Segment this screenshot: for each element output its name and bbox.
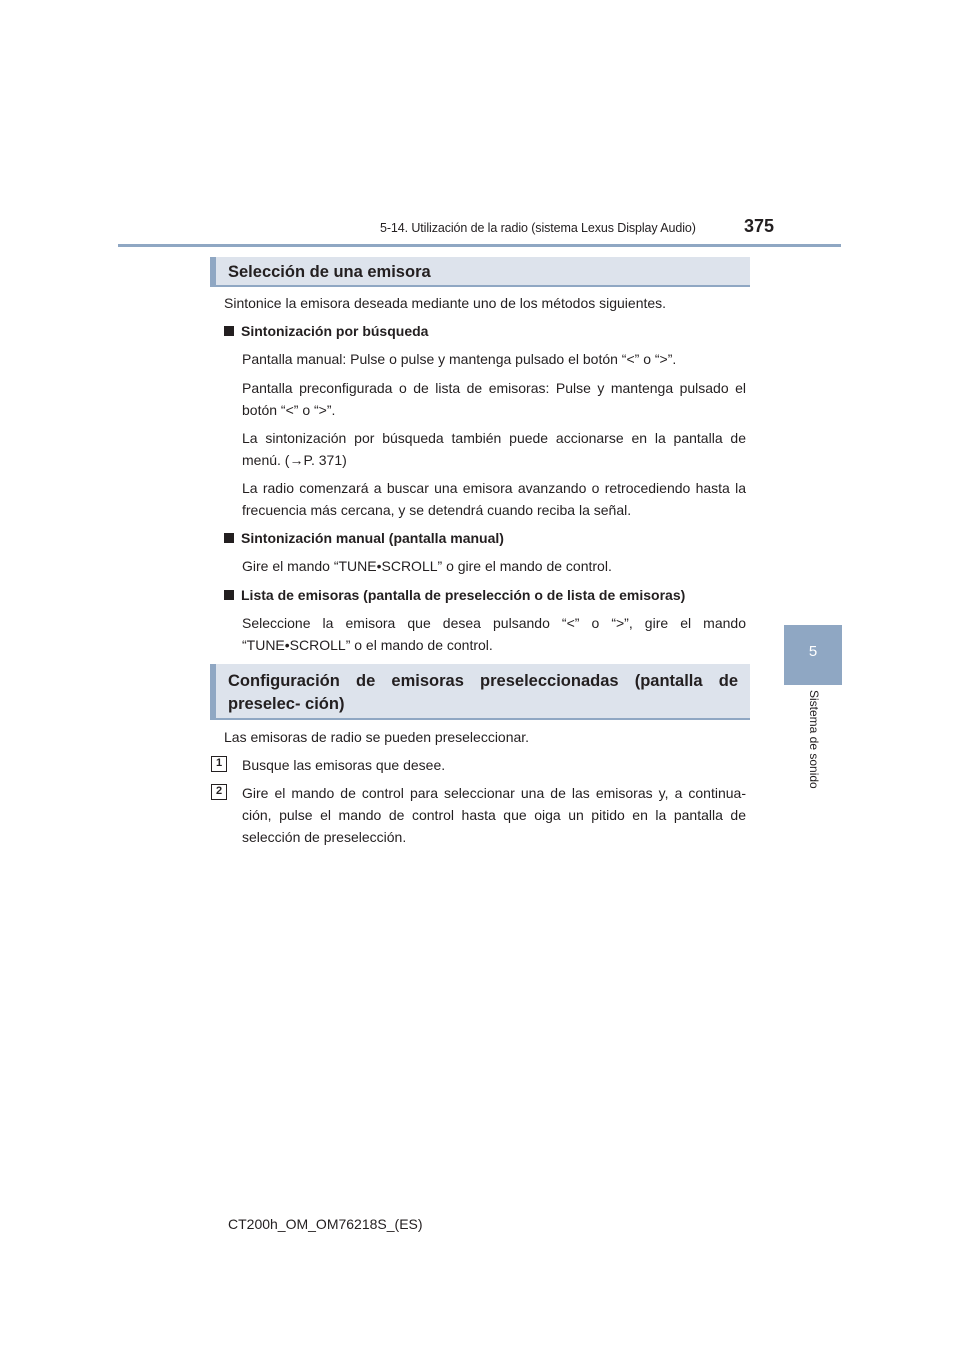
step-number-2: 2 <box>211 784 227 800</box>
bullet-seek-tuning <box>224 320 428 342</box>
step-text: Gire el mando de control para seleccionar una de las emisoras y, a continua- ción, pulse el mando de control hasta que oiga un pitido en la pantalla de selección de preselección. <box>242 785 746 845</box>
step-text: Busque las emisoras que desee. <box>242 757 446 773</box>
paragraph: Seleccione la emisora que desea pulsando “<” o “>”, gire el mando “TUNE•SCROLL” o el mando de control. <box>242 615 746 653</box>
paragraph: La radio comenzará a buscar una emisora avanzando o retrocediendo hasta la frecuencia más cercana, y se detendrá cuando reciba la señal. <box>242 480 746 518</box>
square-bullet-icon <box>224 533 234 543</box>
paragraph: Pantalla preconfigurada o de lista de emisoras: Pulse y mantenga pulsado el botón “<” o “>”. <box>242 380 746 418</box>
step-number-1: 1 <box>211 756 227 772</box>
square-bullet-icon <box>224 326 234 336</box>
chapter-label: Sistema de sonido <box>807 690 821 789</box>
chapter-number: 5 <box>808 643 818 660</box>
section-heading-select-station: Selección de una emisora <box>210 257 750 287</box>
header-rule <box>118 244 841 247</box>
chapter-tab <box>784 625 842 685</box>
section-heading-preset-stations: Configuración de emisoras preseleccionadas (pantalla de preselec- ción) <box>210 664 750 720</box>
section2-intro: Las emisoras de radio se pueden preseleccionar. <box>224 729 530 745</box>
bullet-heading-text: Lista de emisoras (pantalla de preselección o de lista de emisoras) <box>241 587 686 603</box>
square-bullet-icon <box>224 590 234 600</box>
bullet-heading-text: Sintonización por búsqueda <box>241 323 429 339</box>
bullet-station-list <box>224 584 685 606</box>
running-header: 5-14. Utilización de la radio (sistema Lexus Display Audio) <box>380 221 696 235</box>
section1-intro: Sintonice la emisora deseada mediante uno de los métodos siguientes. <box>224 295 667 311</box>
paragraph: Pantalla manual: Pulse o pulse y mantenga pulsado el botón “<” o “>”. <box>242 351 677 367</box>
bullet-heading-text: Sintonización manual (pantalla manual) <box>241 530 504 546</box>
page-number: 375 <box>744 216 775 236</box>
paragraph: Gire el mando “TUNE•SCROLL” o gire el mando de control. <box>242 558 612 574</box>
bullet-manual-tuning <box>224 527 504 549</box>
paragraph: La sintonización por búsqueda también puede accionarse en la pantalla de menú. (→P. 371) <box>242 430 746 468</box>
document-code: CT200h_OM_OM76218S_(ES) <box>228 1216 423 1232</box>
